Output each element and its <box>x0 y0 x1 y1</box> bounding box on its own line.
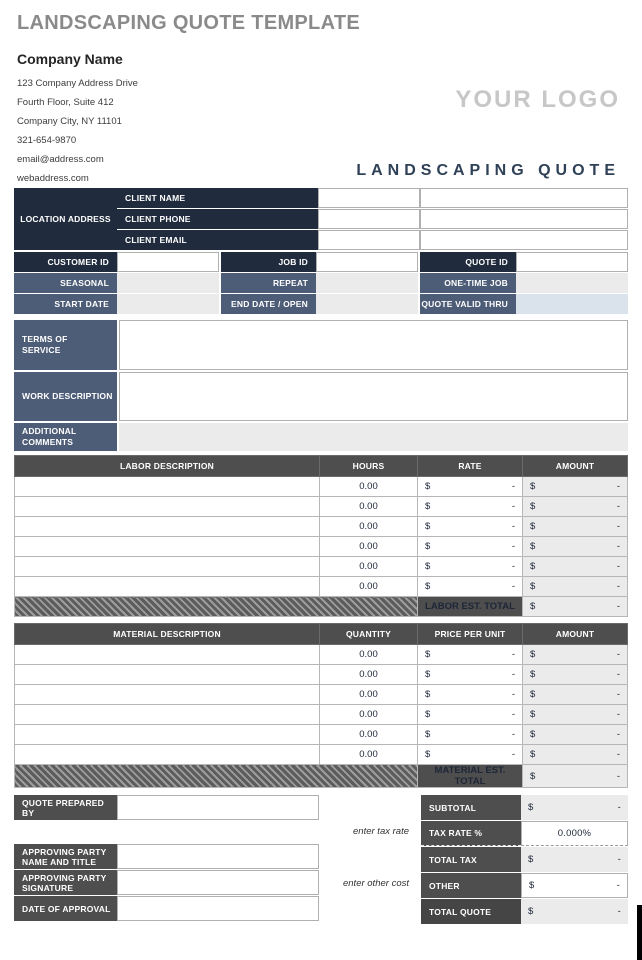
material-row <box>15 645 628 665</box>
labor-table <box>14 455 628 617</box>
repeat-label: REPEAT <box>219 273 316 293</box>
currency-symbol: $ <box>425 729 431 740</box>
currency-symbol: $ <box>425 689 431 700</box>
labor-total-cell <box>523 597 628 617</box>
labor-total-row <box>15 597 628 617</box>
company-phone: 321-654-9870 <box>17 135 77 146</box>
start-date-label: START DATE <box>14 294 117 314</box>
labor-description-cell[interactable] <box>15 537 320 557</box>
job-id-label: JOB ID <box>219 252 316 272</box>
currency-symbol: $ <box>425 481 431 492</box>
material-description-cell[interactable] <box>15 745 320 765</box>
total-quote-value-cell <box>521 899 628 924</box>
amount-value: - <box>616 649 620 660</box>
rate-value: - <box>511 521 515 532</box>
labor-rate-cell[interactable] <box>418 557 523 577</box>
labor-hours-header: HOURS <box>320 456 418 477</box>
currency-symbol: $ <box>530 601 536 612</box>
material-description-cell[interactable] <box>15 685 320 705</box>
labor-hours-cell[interactable]: 0.00 <box>320 557 418 577</box>
material-amount-cell <box>523 665 628 685</box>
company-name: Company Name <box>17 51 123 67</box>
location-address-field-1[interactable] <box>420 188 628 208</box>
subtotal-value-cell <box>521 795 628 820</box>
material-total-cell <box>523 765 628 788</box>
customer-id-field[interactable] <box>117 252 219 272</box>
amount-value: - <box>616 689 620 700</box>
currency-symbol: $ <box>529 879 535 891</box>
subtotal-value: - <box>617 801 621 813</box>
quote-prepared-by-label: QUOTE PREPARED BY <box>14 795 117 820</box>
start-date-field[interactable] <box>117 294 219 314</box>
currency-symbol: $ <box>425 541 431 552</box>
client-email-label: CLIENT EMAIL <box>117 230 318 250</box>
material-price-cell[interactable] <box>418 725 523 745</box>
terms-of-service-field[interactable] <box>119 320 628 370</box>
other-value: - <box>616 879 620 891</box>
material-table <box>14 623 628 788</box>
labor-amount-cell <box>523 497 628 517</box>
total-tax-value: - <box>617 853 621 865</box>
rate-value: - <box>511 561 515 572</box>
total-tax-label: TOTAL TAX <box>421 847 521 872</box>
client-phone-label: CLIENT PHONE <box>117 209 318 229</box>
quote-id-field[interactable] <box>516 252 628 272</box>
client-name-field[interactable] <box>318 188 420 208</box>
currency-symbol: $ <box>528 801 534 813</box>
job-id-field[interactable] <box>316 252 418 272</box>
currency-symbol: $ <box>530 501 536 512</box>
currency-symbol: $ <box>530 689 536 700</box>
currency-symbol: $ <box>528 853 534 865</box>
material-row <box>15 685 628 705</box>
currency-symbol: $ <box>425 749 431 760</box>
logo-placeholder: YOUR LOGO <box>455 86 620 113</box>
labor-amount-cell <box>523 517 628 537</box>
labor-amount-cell <box>523 577 628 597</box>
total-quote-row <box>421 899 628 924</box>
price-value: - <box>511 709 515 720</box>
other-cost-hint: enter other cost <box>342 878 409 889</box>
document-title: LANDSCAPING QUOTE <box>356 162 620 179</box>
currency-symbol: $ <box>530 561 536 572</box>
price-value: - <box>511 729 515 740</box>
currency-symbol: $ <box>425 501 431 512</box>
currency-symbol: $ <box>425 649 431 660</box>
one-time-job-field[interactable] <box>516 273 628 293</box>
rate-value: - <box>511 541 515 552</box>
labor-row <box>15 557 628 577</box>
labor-description-header: LABOR DESCRIPTION <box>15 456 320 477</box>
client-name-label: CLIENT NAME <box>117 188 318 208</box>
currency-symbol: $ <box>425 581 431 592</box>
labor-amount-cell <box>523 557 628 577</box>
details-grid <box>14 320 628 451</box>
labor-amount-cell <box>523 477 628 497</box>
currency-symbol: $ <box>530 541 536 552</box>
company-email: email@address.com <box>17 154 104 165</box>
location-address-field-3[interactable] <box>420 230 628 250</box>
material-quantity-cell[interactable]: 0.00 <box>320 685 418 705</box>
labor-rate-cell[interactable] <box>418 577 523 597</box>
labor-row <box>15 477 628 497</box>
currency-symbol: $ <box>530 649 536 660</box>
seasonal-field[interactable] <box>117 273 219 293</box>
tax-rate-label: TAX RATE % <box>421 821 521 846</box>
approver-signature-field[interactable] <box>117 870 319 895</box>
labor-description-cell[interactable] <box>15 577 320 597</box>
material-row <box>15 665 628 685</box>
approval-date-field[interactable] <box>117 896 319 921</box>
currency-symbol: $ <box>528 905 534 917</box>
price-value: - <box>511 689 515 700</box>
currency-symbol: $ <box>530 581 536 592</box>
labor-amount-cell <box>523 537 628 557</box>
work-description-label: WORK DESCRIPTION <box>14 372 117 421</box>
approver-signature-row <box>14 870 319 895</box>
material-description-header: MATERIAL DESCRIPTION <box>15 624 320 645</box>
material-description-cell[interactable] <box>15 725 320 745</box>
material-description-cell[interactable] <box>15 705 320 725</box>
total-tax-row <box>421 847 628 872</box>
labor-total-value: - <box>616 601 620 612</box>
material-price-header: PRICE PER UNIT <box>418 624 523 645</box>
currency-symbol: $ <box>425 521 431 532</box>
material-total-value: - <box>616 770 620 782</box>
rate-value: - <box>511 581 515 592</box>
other-field[interactable] <box>521 873 628 898</box>
customer-id-label: CUSTOMER ID <box>14 252 117 272</box>
one-time-job-label: ONE-TIME JOB <box>418 273 516 293</box>
subtotal-label: SUBTOTAL <box>421 795 521 820</box>
labor-hours-cell[interactable]: 0.00 <box>320 577 418 597</box>
currency-symbol: $ <box>530 521 536 532</box>
approval-date-label: DATE OF APPROVAL <box>14 896 117 921</box>
total-tax-value-cell <box>521 847 628 872</box>
amount-value: - <box>616 521 620 532</box>
amount-value: - <box>616 501 620 512</box>
currency-symbol: $ <box>530 729 536 740</box>
material-header-row <box>15 624 628 645</box>
price-value: - <box>511 749 515 760</box>
tax-rate-row <box>421 821 628 846</box>
currency-symbol: $ <box>425 561 431 572</box>
labor-rate-cell[interactable] <box>418 537 523 557</box>
labor-hours-cell[interactable]: 0.00 <box>320 517 418 537</box>
material-total-label: MATERIAL EST. TOTAL <box>418 765 523 788</box>
labor-total-label: LABOR EST. TOTAL <box>418 597 523 617</box>
labor-hours-cell[interactable]: 0.00 <box>320 477 418 497</box>
material-quantity-cell[interactable]: 0.00 <box>320 725 418 745</box>
location-address-label: LOCATION ADDRESS <box>14 188 117 250</box>
material-description-cell[interactable] <box>15 665 320 685</box>
material-price-cell[interactable] <box>418 645 523 665</box>
currency-symbol: $ <box>530 669 536 680</box>
approver-name-label: APPROVING PARTY NAME AND TITLE <box>14 844 117 869</box>
material-quantity-header: QUANTITY <box>320 624 418 645</box>
material-price-cell[interactable] <box>418 665 523 685</box>
material-row <box>15 725 628 745</box>
quote-valid-thru-label: QUOTE VALID THRU <box>418 294 516 314</box>
material-description-cell[interactable] <box>15 645 320 665</box>
quote-prepared-by-field[interactable] <box>117 795 319 820</box>
page-title: LANDSCAPING QUOTE TEMPLATE <box>17 12 360 34</box>
hatch-filler <box>15 597 418 617</box>
other-row <box>421 873 628 898</box>
amount-value: - <box>616 581 620 592</box>
currency-symbol: $ <box>530 709 536 720</box>
approver-signature-label: APPROVING PARTY SIGNATURE <box>14 870 117 895</box>
summary-table <box>421 795 628 924</box>
repeat-field[interactable] <box>316 273 418 293</box>
quote-id-label: QUOTE ID <box>418 252 516 272</box>
bottom-section <box>14 795 628 930</box>
amount-value: - <box>616 729 620 740</box>
rate-value: - <box>511 481 515 492</box>
company-address-line: Fourth Floor, Suite 412 <box>17 97 114 108</box>
labor-row <box>15 577 628 597</box>
currency-symbol: $ <box>425 669 431 680</box>
hatch-filler <box>15 765 418 788</box>
material-quantity-cell[interactable]: 0.00 <box>320 645 418 665</box>
labor-description-cell[interactable] <box>15 497 320 517</box>
approval-block <box>14 844 319 921</box>
job-id-grid <box>14 252 628 314</box>
total-quote-value: - <box>617 905 621 917</box>
location-address-field-2[interactable] <box>420 209 628 229</box>
labor-rate-cell[interactable] <box>418 477 523 497</box>
other-label: OTHER <box>421 873 521 898</box>
material-amount-cell <box>523 725 628 745</box>
quote-valid-thru-field[interactable] <box>516 294 628 314</box>
black-edge-bar <box>637 905 642 960</box>
labor-rate-cell[interactable] <box>418 517 523 537</box>
material-quantity-cell[interactable]: 0.00 <box>320 665 418 685</box>
amount-value: - <box>616 561 620 572</box>
material-amount-cell <box>523 685 628 705</box>
tax-rate-field[interactable]: 0.000% <box>521 821 628 846</box>
client-info-grid <box>14 188 628 250</box>
amount-value: - <box>616 541 620 552</box>
approver-name-row <box>14 844 319 869</box>
material-amount-cell <box>523 645 628 665</box>
material-row <box>15 745 628 765</box>
end-date-field[interactable] <box>316 294 418 314</box>
material-amount-cell <box>523 705 628 725</box>
currency-symbol: $ <box>530 481 536 492</box>
currency-symbol: $ <box>425 709 431 720</box>
approval-date-row <box>14 896 319 921</box>
amount-value: - <box>616 709 620 720</box>
price-value: - <box>511 669 515 680</box>
labor-description-cell[interactable] <box>15 477 320 497</box>
terms-of-service-label: TERMS OF SERVICE <box>14 320 117 370</box>
amount-value: - <box>616 669 620 680</box>
tax-rate-hint: enter tax rate <box>353 826 409 837</box>
labor-amount-header: AMOUNT <box>523 456 628 477</box>
additional-comments-field[interactable] <box>119 423 628 451</box>
material-quantity-cell[interactable]: 0.00 <box>320 745 418 765</box>
approver-name-field[interactable] <box>117 844 319 869</box>
currency-symbol: $ <box>530 749 536 760</box>
labor-header-row <box>15 456 628 477</box>
amount-value: - <box>616 749 620 760</box>
end-date-label: END DATE / OPEN <box>219 294 316 314</box>
labor-hours-cell[interactable]: 0.00 <box>320 497 418 517</box>
quote-prepared-by-row <box>14 795 319 820</box>
material-total-row <box>15 765 628 788</box>
material-price-cell[interactable] <box>418 685 523 705</box>
material-amount-cell <box>523 745 628 765</box>
client-email-field[interactable] <box>318 230 420 250</box>
company-address-line: 123 Company Address Drive <box>17 78 138 89</box>
labor-rate-cell[interactable] <box>418 497 523 517</box>
subtotal-row <box>421 795 628 820</box>
rate-value: - <box>511 501 515 512</box>
material-quantity-cell[interactable]: 0.00 <box>320 705 418 725</box>
labor-row <box>15 497 628 517</box>
additional-comments-label: ADDITIONAL COMMENTS <box>14 423 117 451</box>
company-address-line: Company City, NY 11101 <box>17 116 122 127</box>
labor-row <box>15 537 628 557</box>
material-price-cell[interactable] <box>418 745 523 765</box>
seasonal-label: SEASONAL <box>14 273 117 293</box>
material-price-cell[interactable] <box>418 705 523 725</box>
material-amount-header: AMOUNT <box>523 624 628 645</box>
amount-value: - <box>616 481 620 492</box>
total-quote-label: TOTAL QUOTE <box>421 899 521 924</box>
labor-description-cell[interactable] <box>15 557 320 577</box>
labor-rate-header: RATE <box>418 456 523 477</box>
price-value: - <box>511 649 515 660</box>
labor-hours-cell[interactable]: 0.00 <box>320 537 418 557</box>
material-row <box>15 705 628 725</box>
labor-row <box>15 517 628 537</box>
work-description-field[interactable] <box>119 372 628 421</box>
labor-description-cell[interactable] <box>15 517 320 537</box>
company-website: webaddress.com <box>17 173 89 184</box>
currency-symbol: $ <box>530 770 536 782</box>
client-phone-field[interactable] <box>318 209 420 229</box>
